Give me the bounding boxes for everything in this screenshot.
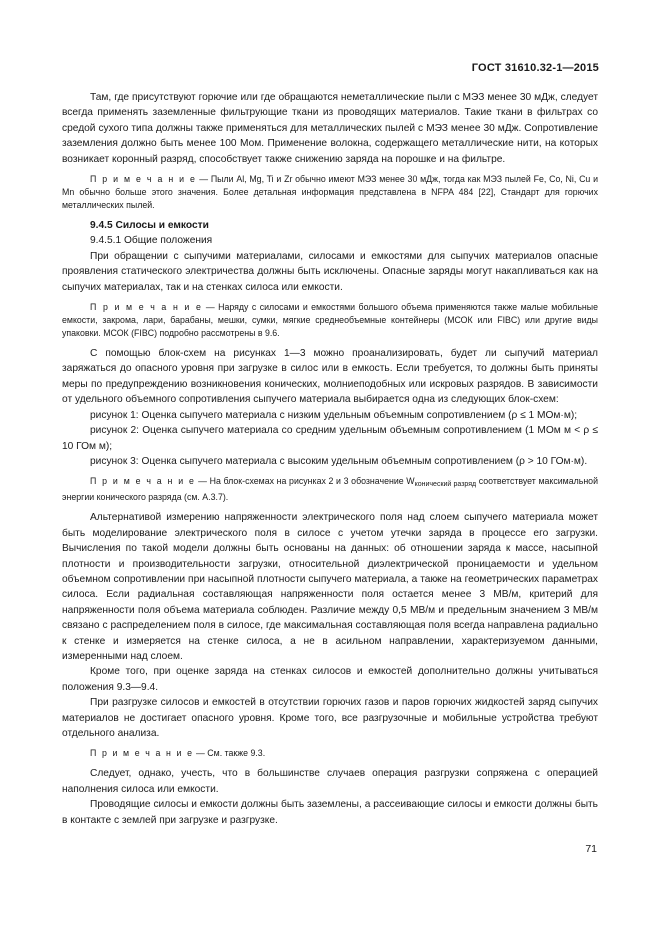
page-number: 71 xyxy=(585,843,597,855)
note-see-also xyxy=(62,747,598,760)
note-metal-dusts xyxy=(62,173,598,212)
note-containers xyxy=(62,301,598,340)
paragraph-unloading-filling: Следует, однако, учесть, что в большинстве случаев операция разгрузки сопряжена с операцией наполнения силоса или емкости. xyxy=(62,768,598,795)
note-text: — См. также 9.3. xyxy=(193,748,266,759)
page-body xyxy=(62,90,598,828)
note-subscript: конический разряд xyxy=(414,481,477,489)
note-label: П р и м е ч а н и е xyxy=(90,748,194,759)
section-heading-945: 9.4.5 Силосы и емкости xyxy=(90,220,209,232)
paragraph-wall-charge: Кроме того, при оценке заряда на стенках силосов и емкостей дополнительно должны учитываться положения 9.3—9.4. xyxy=(62,666,598,693)
note-label: П р и м е ч а н и е xyxy=(90,174,197,185)
paragraph-bulk-handling: При обращении с сыпучими материалами, силосами и емкостями для сыпучих материалов опасные проявления статического электричества должны быть исключены. Опасные заряды могут накапливаться как на сыпучих материалах, так и на стенках силоса или емкости. xyxy=(62,250,598,293)
note-text: — Пыли Al, Mg, Ti и Zr обычно имеют МЭЗ менее 30 мДж, тогда как МЭЗ пылей Fe, Co, Ni, Cu и Mn обычно больше этого значения. Более детальная информация представлена в NFPA 484 [22], Стандарт для горючих металлических пылей. xyxy=(62,174,598,211)
figure-ref-3: рисунок 3: Оценка сыпучего материала с высоким удельным объемным сопротивлением (ρ > 10 ГОм·м). xyxy=(90,455,588,467)
note-cone-discharge xyxy=(62,475,598,504)
paragraph-unloading: При разгрузке силосов и емкостей в отсутствии горючих газов и паров горючих жидкостей заряд сыпучих материалов не достигает опасного уровня. Кроме того, все разгрузочные и мобильные устройства требуют отдельного анализа. xyxy=(62,697,598,739)
figure-ref-2: рисунок 2: Оценка сыпучего материала со средним удельным объемным сопротивлением (1 МОм м < ρ ≤ 10 ГОм м); xyxy=(62,425,598,452)
paragraph-flowcharts: С помощью блок-схем на рисунках 1—3 можно проанализировать, будет ли сыпучий материал заряжаться до опасного уровня при загрузке в силос или в емкость. Если требуется, то должны быть приняты меры по предупреждению возникновения конических, молниеподобных или искровых разрядов. В зависимости от удельного объемного сопротивления сыпучего материала выбирается одна из следующих блок-схем: xyxy=(62,348,598,406)
note-text-a: — На блок-схемах на рисунках 2 и 3 обозначение W xyxy=(195,476,415,487)
note-text-b: соответствует максимальной энергии конического разряда (см. А.3.7). xyxy=(62,476,598,503)
figure-ref-1: рисунок 1: Оценка сыпучего материала с низким удельным объемным сопротивлением (ρ ≤ 1 МОм·м); xyxy=(90,409,578,421)
note-label: П р и м е ч а н и е xyxy=(90,476,196,487)
note-text: — Наряду с силосами и емкостями большого объема применяются также малые мобильные емкости, закрома, лари, барабаны, мешки, сумки, мягкие среднеобъемные контейнеры (МСОК или FIBC) или другие виды упаковки. МСОК (FIBC) подробно рассмотрены в 9.6. xyxy=(62,302,598,339)
document-header: ГОСТ 31610.32-1—2015 xyxy=(471,62,599,74)
paragraph-filter-fabrics: Там, где присутствуют горючие или где обращаются неметаллические пыли с МЭЗ менее 30 мДж, следует всегда применять заземленные фильтрующие ткани из проводящих материалов. Такие ткани в фильтрах со средой сухого типа должны также применяться для металлических пылей с МЭЗ менее 30 мДж. Сопротивление заземления должно быть менее 100 Мом. Применение волокна, содержащего металлические нити, на которых возникает коронный разряд, способствует также снижению заряда на порошке и на фильтре. xyxy=(62,92,598,165)
section-heading-9451: 9.4.5.1 Общие положения xyxy=(90,235,213,247)
paragraph-grounding: Проводящие силосы и емкости должны быть заземлены, а рассеивающие силосы и емкости должны быть в контакте с землей при загрузке и разгрузке. xyxy=(62,799,598,826)
paragraph-field-modeling: Альтернативой измерению напряженности электрического поля над слоем сыпучего материала может быть моделирование электрического поля в силосе с учетом утечки заряда в процессе его загрузки. Вычисления по такой модели должны быть основаны на данных: об отношении заряда к массе, насыпной плотности и производительности загрузки, относительной диэлектрической проницаемости и удельном объемном сопротивлении при насыпной плотности сыпучего материала, а также на геометрических параметрах силоса. Если радиальная составляющая напряженности поля остается менее 3 МВ/м, критерий для напряженности поля объема материала соблюден. Различие между 0,5 МВ/м и предельным значением 3 МВ/м связано с распределением поля в силосе, где максимальная составляющая поля всегда направлена радиально к стенке и измеряется на стенке силоса, а не в асильном направлении, характеризуемом данными, измеренными над слоем. xyxy=(62,512,598,662)
note-label: П р и м е ч а н и е xyxy=(90,302,203,313)
